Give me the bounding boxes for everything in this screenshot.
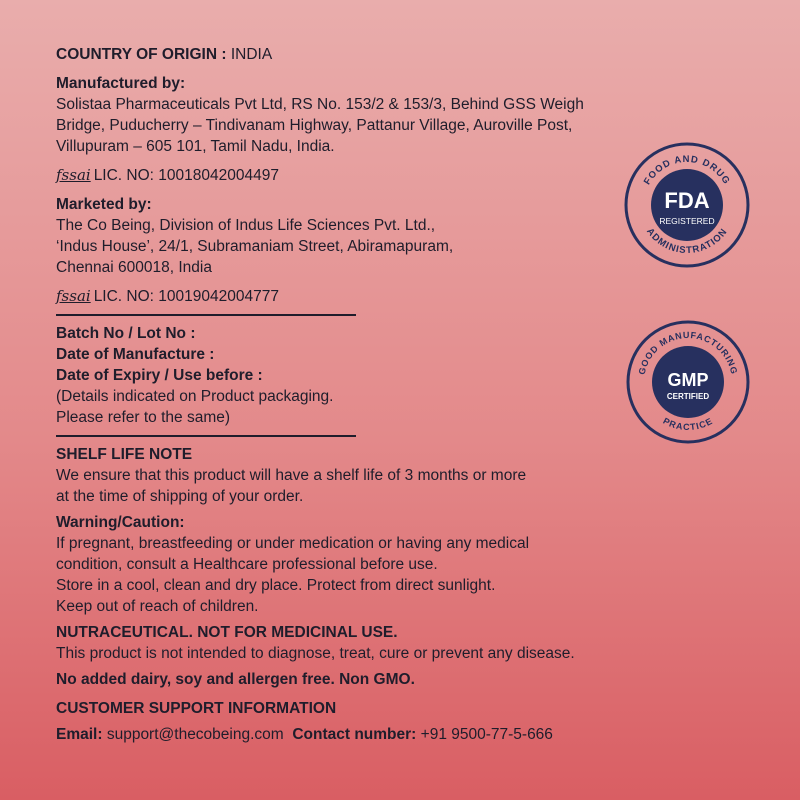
- marketed-heading: Marketed by:: [56, 196, 152, 213]
- allergen-note: No added dairy, soy and allergen free. Non GMO.: [56, 671, 415, 688]
- divider: [56, 435, 356, 437]
- date-of-expiry: Date of Expiry / Use before :: [56, 367, 263, 384]
- batch-note: Please refer to the same): [56, 409, 231, 426]
- gmp-badge-middle-text: CERTIFIED: [666, 392, 710, 401]
- support-phone[interactable]: +91 9500-77-5-666: [420, 726, 553, 743]
- warning-heading: Warning/Caution:: [56, 514, 185, 531]
- contact-label: Contact number:: [292, 726, 417, 743]
- warning-text: Keep out of reach of children.: [56, 598, 259, 615]
- shelf-life-text: at the time of shipping of your order.: [56, 488, 304, 505]
- fssai-logo-icon: fssai: [56, 166, 91, 184]
- manufacturer-address-line: Villupuram – 605 101, Tamil Nadu, India.: [56, 138, 335, 155]
- marketer-address-line: Chennai 600018, India: [56, 259, 212, 276]
- nutraceutical-heading: NUTRACEUTICAL. NOT FOR MEDICINAL USE.: [56, 624, 398, 641]
- license-number: LIC. NO: 10019042004777: [93, 288, 279, 305]
- label-content: [56, 44, 656, 745]
- gmp-badge-logo: GMP: [667, 370, 709, 390]
- marketer-address-line: ‘Indus House’, 24/1, Subramaniam Street, Abiramapuram,: [56, 238, 454, 255]
- manufactured-heading: Manufactured by:: [56, 75, 186, 92]
- marketer-address-line: The Co Being, Division of Indus Life Sciences Pvt. Ltd.,: [56, 217, 436, 234]
- gmp-badge-bottom-text: PRACTICE: [661, 415, 715, 433]
- manufacturer-address-line: Solistaa Pharmaceuticals Pvt Ltd, RS No. 153/2 & 153/3, Behind GSS Weigh: [56, 96, 584, 113]
- origin-label: COUNTRY OF ORIGIN :: [56, 46, 227, 63]
- marketer-license: [56, 286, 656, 307]
- batch-lot: Batch No / Lot No :: [56, 325, 196, 342]
- manufacturer-license: [56, 165, 656, 186]
- fda-badge-bottom-text: ADMINISTRATION: [644, 226, 730, 257]
- support-contact-row: [56, 724, 656, 745]
- warning-text: If pregnant, breastfeeding or under medication or having any medical: [56, 535, 530, 552]
- fda-badge-top-text: FOOD AND DRUG: [641, 153, 733, 187]
- support-heading: CUSTOMER SUPPORT INFORMATION: [56, 700, 337, 717]
- country-of-origin: [56, 44, 656, 65]
- warning-text: condition, consult a Healthcare professional before use.: [56, 556, 438, 573]
- support-email[interactable]: support@thecobeing.com: [106, 726, 284, 743]
- origin-value: INDIA: [230, 46, 273, 63]
- email-label: Email:: [56, 726, 103, 743]
- batch-note: (Details indicated on Product packaging.: [56, 388, 334, 405]
- manufacturer-address-line: Bridge, Puducherry – Tindivanam Highway, Pattanur Village, Auroville Post,: [56, 117, 573, 134]
- gmp-badge-top-text: GOOD MANUFACTURING: [636, 329, 740, 376]
- warning-text: Store in a cool, clean and dry place. Protect from direct sunlight.: [56, 577, 496, 594]
- disclaimer-text: This product is not intended to diagnose, treat, cure or prevent any disease.: [56, 645, 575, 662]
- divider: [56, 314, 356, 316]
- svg-text:PRACTICE: [661, 416, 714, 432]
- shelf-life-heading: SHELF LIFE NOTE: [56, 446, 193, 463]
- shelf-life-text: We ensure that this product will have a shelf life of 3 months or more: [56, 467, 527, 484]
- fda-badge-logo: FDA: [664, 188, 710, 213]
- date-of-manufacture: Date of Manufacture :: [56, 346, 215, 363]
- gmp-certified-badge-icon: [624, 318, 752, 446]
- license-number: LIC. NO: 10018042004497: [93, 167, 279, 184]
- fssai-logo-icon: fssai: [56, 287, 91, 305]
- fda-badge-middle-text: REGISTERED: [659, 216, 715, 226]
- fda-registered-badge-icon: [622, 140, 752, 270]
